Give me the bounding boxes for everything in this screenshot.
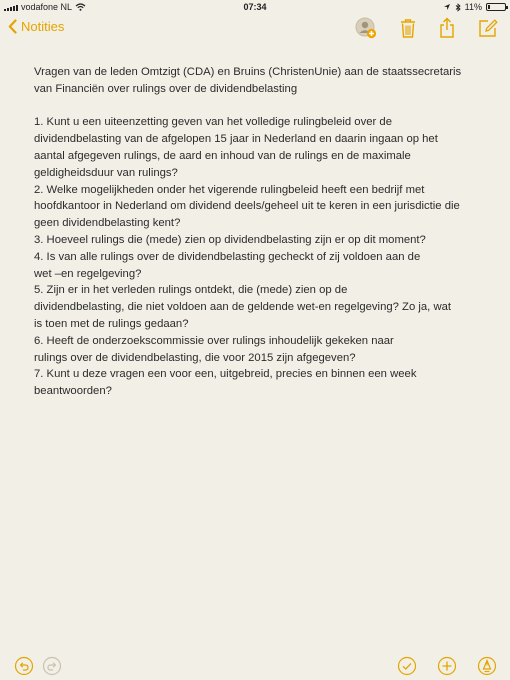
- note-line: is toen met de rulings gedaan?: [34, 317, 189, 330]
- carrier-name: vodafone NL: [21, 2, 73, 12]
- note-line: 3. Hoeveel rulings die (mede) zien op dividendbelasting zijn er op dit moment?: [34, 233, 426, 246]
- chevron-left-icon: [8, 19, 17, 34]
- checkmark-circle-icon[interactable]: [397, 656, 417, 676]
- bluetooth-icon: [455, 3, 461, 12]
- bottom-toolbar: [0, 652, 510, 680]
- location-arrow-icon: [443, 3, 451, 11]
- undo-icon[interactable]: [14, 656, 34, 676]
- status-time: 07:34: [243, 2, 267, 12]
- pen-tip-icon[interactable]: [477, 656, 497, 676]
- trash-icon[interactable]: [398, 17, 420, 39]
- note-line: geldigheidsduur van rulings?: [34, 166, 178, 179]
- status-right: [443, 2, 506, 12]
- note-line: rulings over de dividendbelasting, die voor 2015 zijn afgegeven?: [34, 351, 356, 364]
- note-line: 2. Welke mogelijkheden onder het vigerende rulingbeleid heeft een bedrijf met: [34, 183, 425, 196]
- note-line: dividendbelasting, die niet voldoen aan de geldende wet-en regelgeving? Zo ja, wat: [34, 301, 452, 314]
- note-line: aantal afgegeven rulings, de aard en inhoud van de rulings en de maximale: [34, 149, 411, 162]
- note-line: wet –en regelgeving?: [34, 267, 142, 280]
- note-line: 5. Zijn er in het verleden rulings ontdekt, die (mede) zien op de: [34, 284, 348, 297]
- note-body[interactable]: [34, 64, 484, 400]
- note-line: hoofdkantoor in Nederland om dividend deels/geheel uit te keren in een jurisdictie die: [34, 200, 460, 213]
- navigation-bar: [0, 14, 510, 44]
- note-line: 4. Is van alle rulings over de dividendbelasting gecheckt of zij voldoen aan de: [34, 250, 421, 263]
- battery-icon: [486, 3, 506, 11]
- redo-icon[interactable]: [42, 656, 62, 676]
- note-line: van Financiën over rulings over de dividendbelasting: [34, 82, 298, 95]
- compose-icon[interactable]: [477, 17, 499, 39]
- note-line: geen dividendbelasting kent?: [34, 217, 181, 230]
- note-line: beantwoorden?: [34, 385, 112, 398]
- back-button-label: Notities: [21, 19, 65, 34]
- note-line: Vragen van de leden Omtzigt (CDA) en Bruins (ChristenUnie) aan de staatssecretaris: [34, 66, 462, 78]
- status-bar: [0, 0, 510, 14]
- share-icon[interactable]: [437, 17, 459, 39]
- note-line: dividendbelasting van de afgelopen 15 jaar in Nederland en daarin ingaan op het: [34, 133, 438, 146]
- note-line: 7. Kunt u deze vragen een voor een, uitgebreid, precies en binnen een week: [34, 368, 417, 381]
- note-line: 6. Heeft de onderzoekscommissie over rulings inhoudelijk gekeken naar: [34, 334, 394, 347]
- plus-circle-icon[interactable]: [437, 656, 457, 676]
- note-line: 1. Kunt u een uiteenzetting geven van het volledige rulingbeleid over de: [34, 116, 392, 129]
- battery-percentage: 11%: [464, 2, 482, 12]
- add-person-icon[interactable]: [355, 17, 377, 39]
- blank-line: [34, 98, 484, 115]
- back-button[interactable]: [8, 19, 64, 34]
